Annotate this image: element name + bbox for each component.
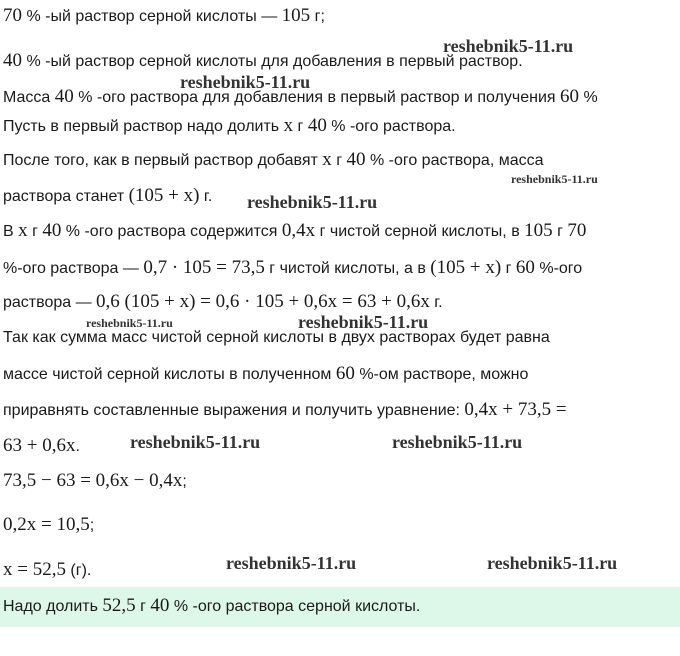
- text-run: % -ого раствора для добавления в первый раствор и получения: [73, 89, 560, 106]
- math-expression: 105: [281, 5, 311, 26]
- math-expression: x: [18, 220, 28, 241]
- text-run: (г).: [65, 562, 92, 579]
- text-run: г: [27, 223, 43, 240]
- text-line: [3, 116, 456, 137]
- text-run: ;: [182, 473, 187, 490]
- math-expression: x: [322, 149, 332, 170]
- text-run: В: [3, 223, 19, 240]
- text-run: % -ого раствора серной кислоты.: [169, 598, 421, 615]
- text-run: г: [501, 260, 516, 277]
- math-expression: 40: [3, 50, 22, 71]
- text-run: раствора станет: [3, 188, 129, 205]
- math-expression: 63 + 0,6x: [3, 435, 76, 456]
- math-expression: 60: [335, 363, 355, 384]
- text-run: %-ого: [534, 260, 583, 277]
- math-expression: (105 + x): [128, 185, 200, 206]
- text-line: [3, 471, 187, 492]
- text-run: приравнять составленные выражения и получить уравнение:: [3, 402, 465, 419]
- watermark: reshebnik5-11.ru: [298, 312, 429, 332]
- text-run: %-ого раствора —: [3, 260, 144, 277]
- watermark: reshebnik5-11.ru: [226, 553, 357, 573]
- math-expression: 105: [524, 220, 553, 241]
- math-expression: x: [283, 115, 294, 136]
- text-run: Надо долить: [3, 598, 103, 615]
- math-expression: 70: [567, 220, 587, 241]
- math-expression: 52,5: [102, 595, 136, 616]
- text-run: % -ого раствора.: [326, 118, 456, 135]
- text-run: раствора —: [3, 294, 97, 311]
- text-run: г: [293, 118, 308, 135]
- text-run: .: [75, 438, 80, 455]
- math-expression: 60: [515, 257, 535, 278]
- text-line: [3, 186, 212, 207]
- text-run: % -ый раствор серной кислоты —: [22, 8, 282, 25]
- text-run: г чистой серной кислоты, в: [315, 223, 525, 240]
- watermark: reshebnik5-11.ru: [86, 316, 173, 330]
- math-expression: 60: [560, 86, 579, 107]
- watermark: reshebnik5-11.ru: [487, 553, 618, 573]
- text-run: %-ом растворе, можно: [354, 366, 529, 383]
- math-expression: 40: [346, 149, 366, 170]
- text-run: ;: [89, 517, 95, 534]
- math-expression: 70: [3, 5, 22, 26]
- text-line: [3, 400, 567, 421]
- watermark: reshebnik5-11.ru: [443, 36, 574, 56]
- math-expression: 0,7 · 105 = 73,5: [143, 257, 265, 278]
- text-line: [3, 221, 586, 242]
- math-expression: 40: [42, 220, 62, 241]
- text-run: массе чистой серной кислоты в полученном: [3, 366, 336, 383]
- text-run: Так как сумма масс чистой серной кислоты в двух растворах будет равна: [3, 329, 550, 346]
- text-line: [3, 6, 325, 27]
- text-line: [3, 436, 80, 457]
- text-run: % -ый раствор серной кислоты для добавления в первый раствор.: [22, 53, 523, 70]
- math-expression: x = 52,5: [3, 559, 66, 580]
- watermark: reshebnik5-11.ru: [247, 192, 378, 212]
- text-run: %: [579, 89, 598, 106]
- watermark: reshebnik5-11.ru: [511, 172, 598, 186]
- math-expression: 40: [54, 86, 74, 107]
- math-expression: 40: [150, 595, 170, 616]
- math-expression: 0,2x = 10,5: [3, 514, 90, 535]
- text-run: % -ого раствора содержится: [61, 223, 282, 240]
- text-run: г: [135, 598, 151, 615]
- text-run: После того, как в первый раствор добавят: [3, 152, 323, 169]
- math-expression: 73,5 − 63 = 0,6x − 0,4x: [3, 470, 183, 491]
- text-run: г: [552, 223, 568, 240]
- math-expression: 0,6 (105 + x) = 0,6 · 105 + 0,6x = 63 + 0,6x: [96, 291, 430, 312]
- text-run: Пусть в первый раствор надо долить: [3, 118, 284, 135]
- math-expression: (105 + x): [430, 257, 502, 278]
- watermark: reshebnik5-11.ru: [392, 432, 523, 452]
- text-run: г: [331, 152, 347, 169]
- text-run: г.: [199, 188, 213, 205]
- text-line: [3, 364, 528, 385]
- math-expression: 0,4x + 73,5 =: [464, 399, 567, 420]
- text-line: [3, 292, 443, 313]
- text-line: [3, 258, 582, 279]
- text-line: [3, 560, 91, 581]
- watermark: reshebnik5-11.ru: [130, 432, 261, 452]
- text-run: г.: [429, 294, 443, 311]
- text-run: г чистой кислоты, а в: [264, 260, 431, 277]
- math-expression: 40: [307, 115, 327, 136]
- text-run: г;: [310, 8, 325, 25]
- text-run: % -ого раствора, масса: [365, 152, 544, 169]
- math-expression: 0,4x: [281, 220, 316, 241]
- text-line: [3, 150, 544, 171]
- text-line: [3, 328, 550, 348]
- text-line: [3, 515, 94, 536]
- text-line: [3, 596, 420, 617]
- text-run: Масса: [3, 89, 55, 106]
- watermark: reshebnik5-11.ru: [180, 72, 311, 92]
